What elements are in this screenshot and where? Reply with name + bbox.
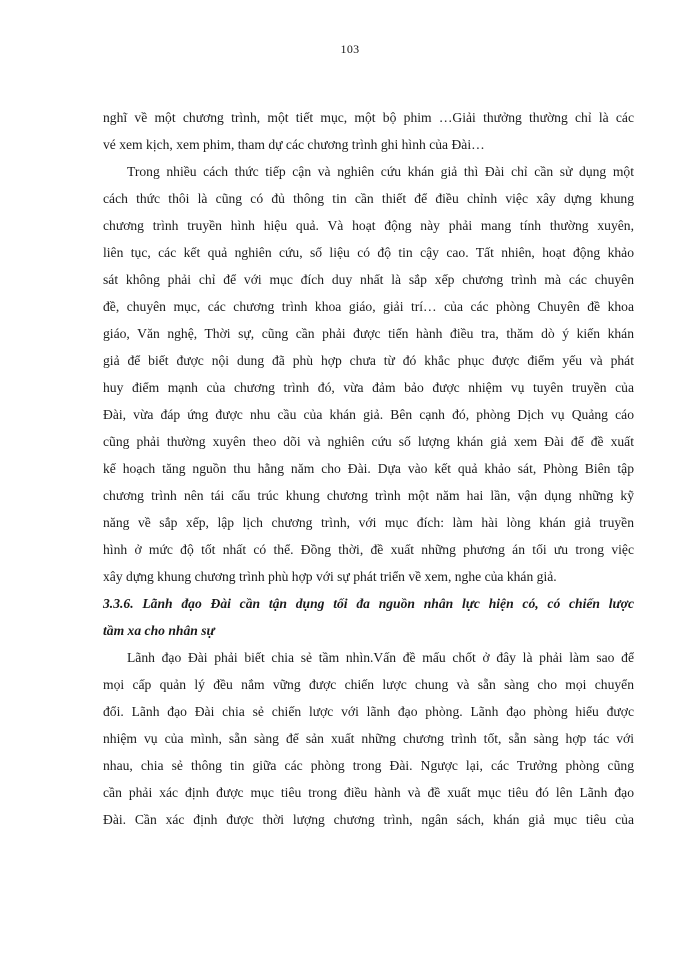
text-line: liên tục, các kết quả nghiên cứu, số liệu có độ tin cậy cao. Tất nhiên, hoạt động khảo	[103, 245, 634, 260]
text-line: Trong nhiều cách thức tiếp cận và nghiên cứu khán giả thì Đài chỉ cần sử dụng một	[127, 164, 634, 179]
paragraph-3	[103, 644, 634, 833]
section-heading	[103, 590, 634, 644]
body-text	[103, 104, 634, 833]
text-line: Lãnh đạo Đài phải biết chia sẻ tầm nhìn.Vấn đề mấu chốt ở đây là phải làm sao để	[127, 650, 634, 665]
page-number: 103	[340, 42, 360, 56]
text-line: hình ở mức độ tốt nhất có thể. Đồng thời, đề xuất những phương án tối ưu trong việc	[103, 542, 634, 557]
text-line: cần phải xác định được mục tiêu trong điều hành và đề xuất mục tiêu đó lên Lãnh đạo	[103, 785, 634, 800]
text-line: giáo, Văn nghệ, Thời sự, cũng cần phải được tiến hành điều tra, thăm dò ý kiến khán	[103, 326, 634, 341]
text-line: kế hoạch tăng nguồn thu hằng năm cho Đài. Dựa vào kết quả khảo sát, Phòng Biên tập	[103, 461, 634, 476]
text-line: Đài, vừa đáp ứng được nhu cầu của khán giả. Bên cạnh đó, phòng Dịch vụ Quảng cáo	[103, 407, 634, 422]
text-line: nhiệm vụ của mình, sẵn sàng để sản xuất những chương trình tốt, sẵn sàng hợp tác với	[103, 731, 634, 746]
text-line: nghĩ về một chương trình, một tiết mục, một bộ phim …Giải thưởng thường chỉ là các	[103, 110, 634, 125]
text-line: năng về sắp xếp, lập lịch chương trình, với mục đích: làm hài lòng khán giả truyền	[103, 515, 634, 530]
heading-line: tầm xa cho nhân sự	[103, 623, 215, 638]
text-line: cách thức thôi là cũng có đủ thông tin cần thiết để điều chỉnh việc xây dựng khung	[103, 191, 634, 206]
text-line: vé xem kịch, xem phim, tham dự các chương trình ghi hình của Đài…	[103, 137, 485, 152]
paragraph-1	[103, 104, 634, 158]
text-line: mọi cấp quản lý đều nắm vững được chiến lược chung và sẵn sàng cho mọi chuyển	[103, 677, 634, 692]
text-line: đề, chuyên mục, các chương trình khoa giáo, giải trí… của các phòng Chuyên đề khoa	[103, 299, 634, 314]
text-line: chương trình nên tái cấu trúc khung chương trình một năm hai lần, vận dụng những kỹ	[103, 488, 634, 503]
text-line: nhau, chia sẻ thông tin giữa các phòng trong Đài. Ngược lại, các Trưởng phòng cũng	[103, 758, 634, 773]
text-line: Đài. Cần xác định được thời lượng chương trình, ngân sách, khán giả mục tiêu của	[103, 812, 634, 827]
text-line: sát không phải chỉ để với mục đích duy nhất là sắp xếp chương trình mà các chuyên	[103, 272, 634, 287]
text-line: đổi. Lãnh đạo Đài chia sẻ chiến lược với lãnh đạo phòng. Lãnh đạo phòng hiểu được	[103, 704, 634, 719]
text-line: huy điểm mạnh của chương trình đó, vừa đảm bảo được nhiệm vụ tuyên truyền của	[103, 380, 634, 395]
text-line: chương trình truyền hình hiệu quả. Và hoạt động này phải mang tính thường xuyên,	[103, 218, 634, 233]
heading-line: 3.3.6. Lãnh đạo Đài cần tận dụng tối đa nguồn nhân lực hiện có, có chiến lược	[103, 596, 634, 611]
paragraph-2	[103, 158, 634, 590]
text-line: cũng phải thường xuyên theo dõi và nghiên cứu số lượng khán giả xem Đài để đề xuất	[103, 434, 634, 449]
text-line: giả để biết được nội dung đã phù hợp chưa từ đó khắc phục được điểm yếu và phát	[103, 353, 634, 368]
text-line: xây dựng khung chương trình phù hợp với sự phát triển về xem, nghe của khán giả.	[103, 569, 557, 584]
